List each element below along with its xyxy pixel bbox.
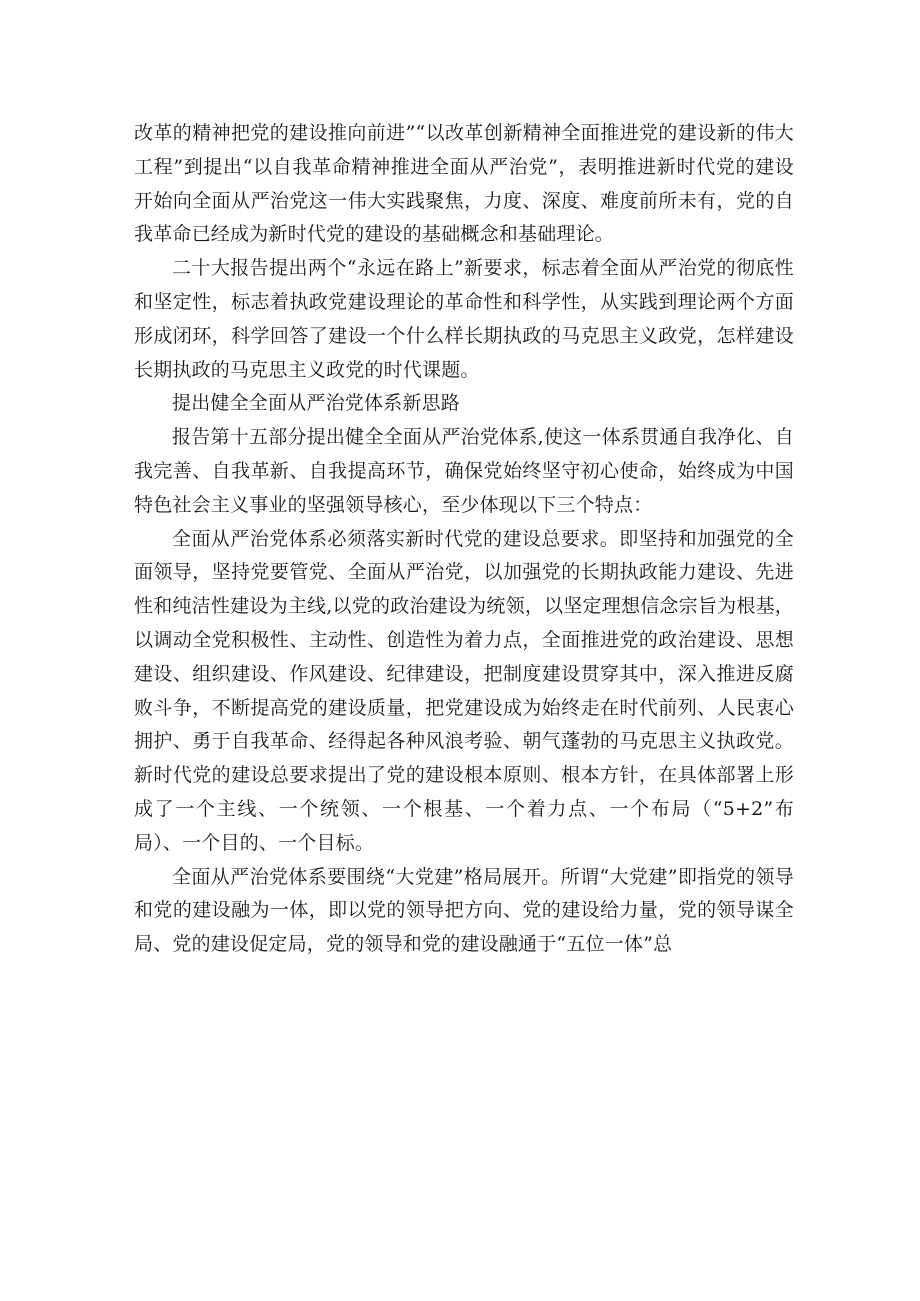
document-body bbox=[134, 117, 794, 962]
paragraph-two-always-on-the-road: 二十大报告提出两个“永远在路上”新要求，标志着全面从严治党的彻底性和坚定性，标志着执政党建设理论的革命性和科学性，从实践到理论两个方面形成闭环，科学回答了建设一个什么样长期执政的马克思主义政党，怎样建设长期执政的马克思主义政党的时代课题。 bbox=[134, 257, 794, 381]
paragraph-continuation: 改革的精神把党的建设推向前进”“以改革创新精神全面推进党的建设新的伟大工程”到提出“以自我革命精神推进全面从严治党”，表明推进新时代党的建设开始向全面从严治党这一伟大实践聚焦，力度、深度、难度前所未有，党的自我革命已经成为新时代党的建设的基础概念和基础理论。 bbox=[134, 122, 794, 246]
paragraph-report-part-fifteen: 报告第十五部分提出健全全面从严治党体系,使这一体系贯通自我净化、自我完善、自我革新、自我提高环节，确保党始终坚守初心使命，始终成为中国特色社会主义事业的坚强领导核心，至少体现以下三个特点： bbox=[134, 426, 794, 516]
paragraph-big-party-building: 全面从严治党体系要围绕“大党建”格局展开。所谓“大党建”即指党的领导和党的建设融为一体，即以党的领导把方向、党的建设给力量，党的领导谋全局、党的建设促定局，党的领导和党的建设融通于“五位一体”总 bbox=[134, 865, 794, 956]
section-heading: 提出健全全面从严治党体系新思路 bbox=[172, 392, 461, 415]
paragraph-general-requirements: 全面从严治党体系必须落实新时代党的建设总要求。即坚持和加强党的全面领导，坚持党要管党、全面从严治党，以加强党的长期执政能力建设、先进性和纯洁性建设为主线,以党的政治建设为统领，以坚定理想信念宗旨为根基，以调动全党积极性、主动性、创造性为着力点，全面推进党的政治建设、思想建设、组织建设、作风建设、纪律建设，把制度建设贯穿其中，深入推进反腐败斗争，不断提高党的建设质量，把党建设成为始终走在时代前列、人民衷心拥护、勇于自我革命、经得起各种风浪考验、朝气蓬勃的马克思主义执政党。新时代党的建设总要求提出了党的建设根本原则、根本方针，在具体部署上形成了一个主线、一个统领、一个根基、一个着力点、一个布局（“5+2”布局）、一个目的、一个目标。 bbox=[134, 527, 794, 854]
